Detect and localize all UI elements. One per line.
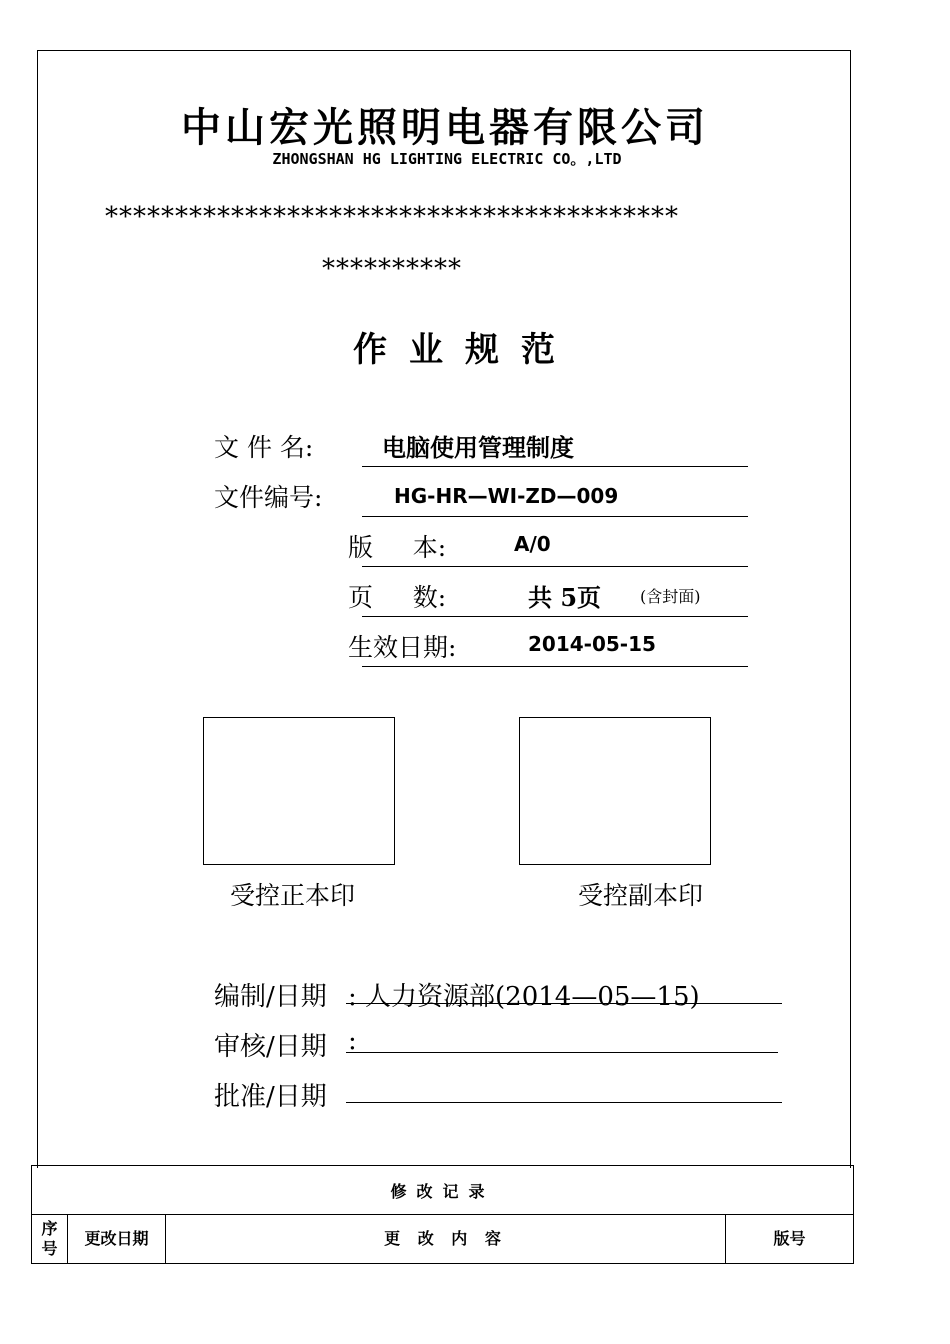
- col-header-seq: 序号: [32, 1215, 68, 1264]
- pages-note: (含封面): [640, 587, 701, 606]
- reviewed-by-label: 审核/日期: [214, 1032, 327, 1062]
- col-header-change-date: 更改日期: [68, 1215, 166, 1264]
- controlled-copy-stamp-box: [519, 717, 711, 865]
- revision-table-title-row: [32, 1166, 854, 1215]
- company-name-en: ZHONGSHAN HG LIGHTING ELECTRIC CO。,LTD: [272, 150, 622, 168]
- approved-by-label: 批准/日期: [214, 1082, 327, 1112]
- effective-date-value: 2014-05-15: [528, 632, 656, 656]
- document-type-heading: 作业规范: [353, 330, 577, 370]
- controlled-copy-stamp-label: 受控副本印: [578, 881, 704, 910]
- revision-record-table: [31, 1165, 854, 1264]
- pages-value: 共 5页: [528, 583, 602, 612]
- reviewed-by-colon: :: [348, 1026, 357, 1056]
- controlled-original-stamp-box: [203, 717, 395, 865]
- pages-label: 页 数:: [348, 583, 447, 612]
- star-divider-line-2: **********: [322, 254, 462, 284]
- approved-by-underline: [346, 1102, 782, 1103]
- revision-table-header-row: [32, 1215, 854, 1264]
- version-underline: [362, 566, 748, 567]
- version-value: A/0: [514, 532, 551, 556]
- col-header-version: 版号: [726, 1215, 854, 1264]
- file-name-value: 电脑使用管理制度: [382, 433, 574, 462]
- effective-date-label: 生效日期:: [348, 633, 457, 662]
- file-name-underline: [362, 466, 748, 467]
- revision-table-title: 修改记录: [32, 1166, 854, 1215]
- file-name-label: 文 件 名:: [214, 433, 314, 462]
- pages-underline: [362, 616, 748, 617]
- company-name-cn: 中山宏光照明电器有限公司: [181, 104, 709, 151]
- compiled-by-underline: [346, 1003, 782, 1004]
- effective-date-underline: [362, 666, 748, 667]
- reviewed-by-underline: [346, 1052, 778, 1053]
- compiled-by-value: : 人力资源部(2014—05—15): [348, 982, 700, 1012]
- file-code-underline: [362, 516, 748, 517]
- file-code-label: 文件编号:: [214, 483, 323, 512]
- controlled-original-stamp-label: 受控正本印: [230, 881, 356, 910]
- version-label: 版 本:: [348, 533, 447, 562]
- compiled-by-label: 编制/日期: [214, 982, 327, 1012]
- file-code-value: HG-HR—WI-ZD—009: [394, 484, 619, 508]
- col-header-change-content: 更 改 内 容: [166, 1215, 726, 1264]
- star-divider-line-1: *****************************************: [105, 202, 679, 232]
